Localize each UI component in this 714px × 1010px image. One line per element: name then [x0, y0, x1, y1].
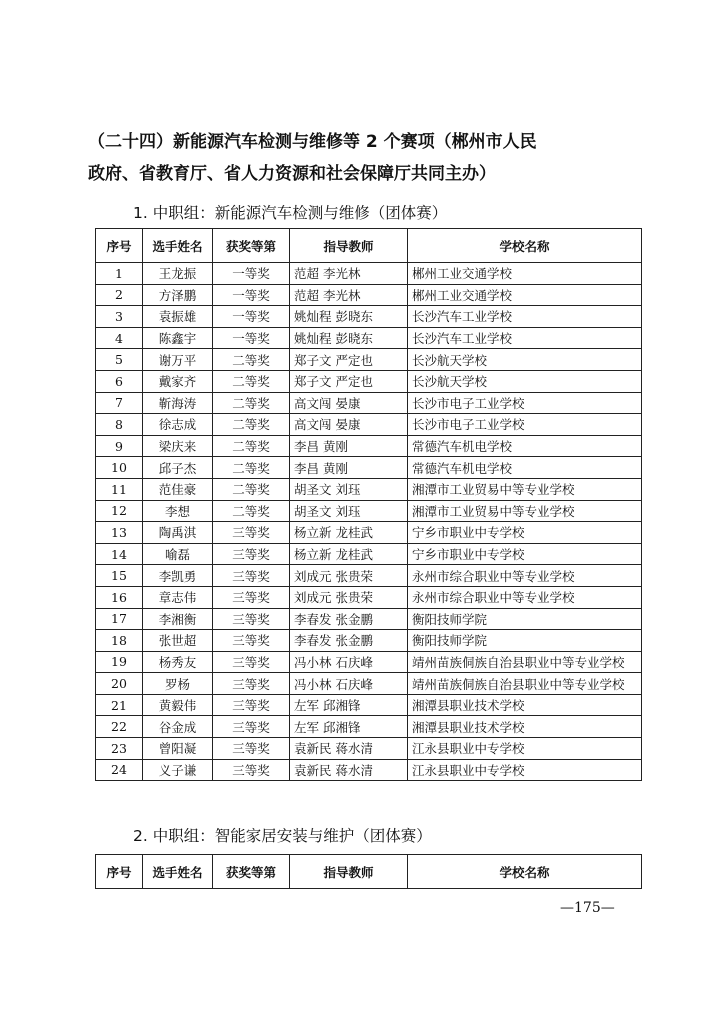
cell-no: 2 [96, 284, 143, 306]
cell-award: 三等奖 [213, 608, 290, 630]
table-row [96, 284, 642, 306]
cell-school: 永州市综合职业中等专业学校 [408, 586, 642, 608]
cell-no: 5 [96, 349, 143, 371]
cell-award: 一等奖 [213, 306, 290, 328]
cell-name: 张世超 [143, 630, 213, 652]
cell-teacher: 袁新民 蒋水清 [290, 738, 408, 760]
cell-school: 长沙航天学校 [408, 349, 642, 371]
table-row [96, 263, 642, 285]
header-award: 获奖等第 [213, 855, 290, 889]
cell-award: 一等奖 [213, 327, 290, 349]
cell-teacher: 左军 邱湘锋 [290, 716, 408, 738]
results-table-2 [95, 854, 642, 889]
cell-teacher: 范超 李光林 [290, 284, 408, 306]
header-name: 选手姓名 [143, 855, 213, 889]
table-row [96, 306, 642, 328]
cell-name: 杨秀友 [143, 651, 213, 673]
table-row [96, 522, 642, 544]
cell-school: 常德汽车机电学校 [408, 457, 642, 479]
header-no: 序号 [96, 855, 143, 889]
cell-award: 二等奖 [213, 392, 290, 414]
cell-no: 18 [96, 630, 143, 652]
cell-award: 三等奖 [213, 565, 290, 587]
cell-name: 梁庆来 [143, 435, 213, 457]
cell-no: 9 [96, 435, 143, 457]
cell-name: 李凯勇 [143, 565, 213, 587]
cell-name: 戴家齐 [143, 370, 213, 392]
cell-award: 三等奖 [213, 759, 290, 781]
cell-name: 方泽鹏 [143, 284, 213, 306]
cell-name: 王龙振 [143, 263, 213, 285]
cell-no: 3 [96, 306, 143, 328]
cell-teacher: 刘成元 张贵荣 [290, 565, 408, 587]
cell-no: 13 [96, 522, 143, 544]
cell-school: 郴州工业交通学校 [408, 284, 642, 306]
cell-award: 三等奖 [213, 716, 290, 738]
cell-teacher: 高文闯 晏康 [290, 414, 408, 436]
table-row [96, 673, 642, 695]
cell-teacher: 范超 李光林 [290, 263, 408, 285]
cell-no: 7 [96, 392, 143, 414]
cell-school: 常德汽车机电学校 [408, 435, 642, 457]
table-row [96, 586, 642, 608]
cell-no: 14 [96, 543, 143, 565]
cell-teacher: 刘成元 张贵荣 [290, 586, 408, 608]
cell-award: 三等奖 [213, 694, 290, 716]
header-award: 获奖等第 [213, 229, 290, 263]
cell-no: 16 [96, 586, 143, 608]
cell-teacher: 郑子文 严定也 [290, 370, 408, 392]
cell-school: 长沙汽车工业学校 [408, 327, 642, 349]
table-row [96, 543, 642, 565]
page-number: —175— [560, 900, 615, 916]
cell-award: 二等奖 [213, 435, 290, 457]
table-row [96, 414, 642, 436]
cell-no: 23 [96, 738, 143, 760]
cell-teacher: 冯小林 石庆峰 [290, 651, 408, 673]
table-header-row [96, 229, 642, 263]
cell-name: 陈鑫宇 [143, 327, 213, 349]
cell-school: 衡阳技师学院 [408, 608, 642, 630]
results-table-1 [95, 228, 642, 781]
cell-school: 衡阳技师学院 [408, 630, 642, 652]
cell-school: 长沙市电子工业学校 [408, 414, 642, 436]
cell-no: 6 [96, 370, 143, 392]
table-row [96, 327, 642, 349]
cell-name: 喻磊 [143, 543, 213, 565]
table-row [96, 630, 642, 652]
document-heading [88, 126, 633, 190]
header-teacher: 指导教师 [290, 855, 408, 889]
table-header-row [96, 855, 642, 889]
cell-award: 一等奖 [213, 263, 290, 285]
heading-line-2: 政府、省教育厅、省人力资源和社会保障厅共同主办） [88, 164, 496, 184]
cell-award: 三等奖 [213, 543, 290, 565]
cell-no: 21 [96, 694, 143, 716]
cell-name: 李湘衡 [143, 608, 213, 630]
cell-school: 宁乡市职业中专学校 [408, 522, 642, 544]
header-teacher: 指导教师 [290, 229, 408, 263]
cell-award: 二等奖 [213, 457, 290, 479]
cell-no: 8 [96, 414, 143, 436]
table-row [96, 370, 642, 392]
cell-name: 章志伟 [143, 586, 213, 608]
cell-teacher: 冯小林 石庆峰 [290, 673, 408, 695]
cell-teacher: 姚灿程 彭晓东 [290, 306, 408, 328]
cell-name: 李想 [143, 500, 213, 522]
cell-name: 黄毅伟 [143, 694, 213, 716]
cell-teacher: 杨立新 龙桂武 [290, 522, 408, 544]
cell-name: 范佳豪 [143, 478, 213, 500]
cell-school: 湘潭市工业贸易中等专业学校 [408, 500, 642, 522]
table-row [96, 478, 642, 500]
cell-teacher: 姚灿程 彭晓东 [290, 327, 408, 349]
cell-name: 邱子杰 [143, 457, 213, 479]
cell-school: 长沙汽车工业学校 [408, 306, 642, 328]
cell-no: 17 [96, 608, 143, 630]
table-row [96, 651, 642, 673]
cell-name: 袁振雄 [143, 306, 213, 328]
cell-teacher: 李春发 张金鹏 [290, 630, 408, 652]
cell-school: 郴州工业交通学校 [408, 263, 642, 285]
cell-no: 19 [96, 651, 143, 673]
cell-school: 靖州苗族侗族自治县职业中等专业学校 [408, 651, 642, 673]
cell-teacher: 李昌 黄刚 [290, 435, 408, 457]
cell-award: 三等奖 [213, 673, 290, 695]
cell-teacher: 高文闯 晏康 [290, 392, 408, 414]
cell-no: 11 [96, 478, 143, 500]
table-row [96, 435, 642, 457]
header-name: 选手姓名 [143, 229, 213, 263]
heading-line-1: （二十四）新能源汽车检测与维修等 2 个赛项（郴州市人民 [88, 132, 537, 152]
cell-award: 三等奖 [213, 651, 290, 673]
cell-school: 湘潭县职业技术学校 [408, 694, 642, 716]
table-row [96, 694, 642, 716]
table-row [96, 759, 642, 781]
section-2-title: 2. 中职组：智能家居安装与维护（团体赛） [133, 827, 432, 845]
cell-no: 1 [96, 263, 143, 285]
cell-award: 三等奖 [213, 522, 290, 544]
table-1-body [96, 263, 642, 781]
cell-award: 二等奖 [213, 349, 290, 371]
cell-teacher: 胡圣文 刘珏 [290, 500, 408, 522]
cell-teacher: 李春发 张金鹏 [290, 608, 408, 630]
cell-school: 湘潭市工业贸易中等专业学校 [408, 478, 642, 500]
table-row [96, 738, 642, 760]
cell-school: 永州市综合职业中等专业学校 [408, 565, 642, 587]
cell-school: 湘潭县职业技术学校 [408, 716, 642, 738]
cell-teacher: 杨立新 龙桂武 [290, 543, 408, 565]
table-row [96, 608, 642, 630]
cell-school: 江永县职业中专学校 [408, 759, 642, 781]
table-row [96, 565, 642, 587]
cell-award: 二等奖 [213, 500, 290, 522]
header-school: 学校名称 [408, 229, 642, 263]
cell-name: 义子谦 [143, 759, 213, 781]
cell-teacher: 袁新民 蒋水清 [290, 759, 408, 781]
cell-no: 12 [96, 500, 143, 522]
cell-name: 罗杨 [143, 673, 213, 695]
table-row [96, 500, 642, 522]
cell-no: 24 [96, 759, 143, 781]
table-row [96, 457, 642, 479]
cell-name: 谷金成 [143, 716, 213, 738]
cell-teacher: 郑子文 严定也 [290, 349, 408, 371]
cell-teacher: 胡圣文 刘珏 [290, 478, 408, 500]
cell-school: 宁乡市职业中专学校 [408, 543, 642, 565]
table-row [96, 716, 642, 738]
cell-no: 22 [96, 716, 143, 738]
cell-name: 谢万平 [143, 349, 213, 371]
cell-school: 靖州苗族侗族自治县职业中等专业学校 [408, 673, 642, 695]
cell-award: 一等奖 [213, 284, 290, 306]
cell-no: 20 [96, 673, 143, 695]
cell-school: 长沙航天学校 [408, 370, 642, 392]
cell-award: 三等奖 [213, 738, 290, 760]
cell-award: 三等奖 [213, 630, 290, 652]
header-school: 学校名称 [408, 855, 642, 889]
cell-name: 陶禹淇 [143, 522, 213, 544]
cell-award: 三等奖 [213, 586, 290, 608]
header-no: 序号 [96, 229, 143, 263]
cell-school: 江永县职业中专学校 [408, 738, 642, 760]
cell-no: 10 [96, 457, 143, 479]
cell-name: 徐志成 [143, 414, 213, 436]
table-row [96, 349, 642, 371]
cell-no: 15 [96, 565, 143, 587]
cell-teacher: 左军 邱湘锋 [290, 694, 408, 716]
cell-award: 二等奖 [213, 370, 290, 392]
cell-name: 靳海涛 [143, 392, 213, 414]
table-row [96, 392, 642, 414]
cell-teacher: 李昌 黄刚 [290, 457, 408, 479]
cell-no: 4 [96, 327, 143, 349]
cell-award: 二等奖 [213, 478, 290, 500]
cell-name: 曾阳凝 [143, 738, 213, 760]
cell-school: 长沙市电子工业学校 [408, 392, 642, 414]
cell-award: 二等奖 [213, 414, 290, 436]
section-1-title: 1. 中职组：新能源汽车检测与维修（团体赛） [133, 204, 448, 222]
